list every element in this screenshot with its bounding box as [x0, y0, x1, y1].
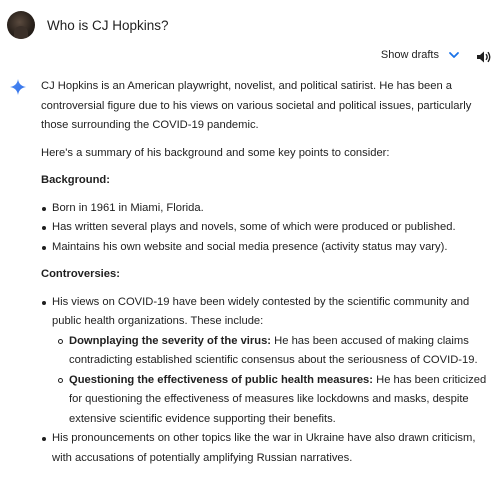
show-drafts-label: Show drafts [380, 49, 439, 61]
response-intro: CJ Hopkins is an American playwright, novelist, and political satirist. He has been a controversial figure due to his views on various societal and political issues, particularly those surrounding the COVID-19 pandemic. [41, 80, 472, 131]
subitem-title: Downplaying the severity of the virus: [69, 334, 272, 347]
background-list [41, 199, 487, 258]
subitem-text: He has been criticized for questioning the effectiveness of measures like lockdowns and masks, despite extensive scientific evidence supporting their benefits. [69, 373, 487, 425]
controversy-subitem [57, 332, 487, 371]
controversy-text: His views on COVID-19 have been widely contested by the scientific community and public health organizations. These include: [52, 295, 470, 327]
user-avatar[interactable] [7, 11, 35, 39]
response-summary: Here's a summary of his background and some key points to consider: [41, 146, 390, 159]
controversy-subitem [57, 371, 487, 430]
controversy-item: His pronouncements on other topics like the war in Ukraine have also drawn criticism, with accusations of potentially amplifying Russian narratives. [41, 429, 487, 468]
background-item: Born in 1961 in Miami, Florida. [41, 199, 487, 219]
user-query-text: Who is CJ Hopkins? [47, 17, 169, 33]
controversy-sublist [57, 332, 487, 430]
chevron-down-icon [448, 49, 460, 61]
controversies-list [41, 293, 487, 469]
show-drafts-button[interactable] [381, 49, 460, 61]
response-body [41, 77, 487, 468]
controversies-heading: Controversies: [41, 268, 120, 280]
user-prompt-row [7, 10, 169, 40]
background-item: Has written several plays and novels, some of which were produced or published. [41, 218, 487, 238]
gemini-sparkle-icon [10, 79, 26, 95]
subitem-text: He has been accused of making claims contradicting established scientific consensus about the seriousness of COVID-19. [69, 334, 478, 366]
background-item: Maintains his own website and social media presence (activity status may vary). [41, 238, 487, 258]
speaker-icon[interactable] [476, 50, 492, 64]
controversy-item [41, 293, 487, 430]
subitem-title: Questioning the effectiveness of public health measures: [69, 373, 373, 386]
background-heading: Background: [41, 174, 110, 186]
